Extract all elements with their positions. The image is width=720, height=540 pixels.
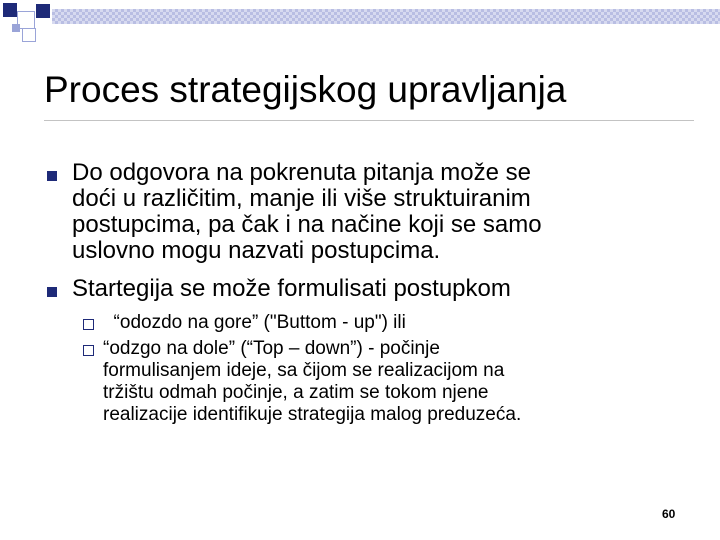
sub-bullet-line: “odzgo na dole” (“Top – down”) - počinje xyxy=(103,338,440,359)
slide-title: Proces strategijskog upravljanja xyxy=(44,69,567,110)
bullet-text-1 xyxy=(72,160,542,264)
filled-square-bullet-icon xyxy=(47,287,57,297)
bullet-line: Do odgovora na pokrenuta pitanja može se xyxy=(72,159,531,186)
bullet-text-2 xyxy=(72,276,511,302)
bullet-line: Startegija se može formulisati postupkom xyxy=(72,275,511,302)
decor-square-icon xyxy=(12,24,20,32)
page-number: 60 xyxy=(662,507,676,521)
bullet-line: uslovno mogu nazvati postupcima. xyxy=(72,237,441,264)
sub-bullet-line: “odozdo na gore” ("Buttom - up") ili xyxy=(103,312,406,333)
sub-bullet-text-2 xyxy=(103,338,521,426)
filled-square-bullet-icon xyxy=(47,171,57,181)
hollow-square-bullet-icon xyxy=(83,345,94,356)
sub-bullet-text-1 xyxy=(103,312,406,334)
sub-bullet-line: formulisanjem ideje, sa čijom se realizacijom na xyxy=(103,360,505,381)
bullet-line: doći u različitim, manje ili više struktuiranim xyxy=(72,185,531,212)
hollow-square-bullet-icon xyxy=(83,319,94,330)
decor-square-icon xyxy=(3,3,17,17)
decor-square-icon xyxy=(36,4,50,18)
header-pattern-band xyxy=(52,9,720,24)
sub-bullet-line: realizacije identifikuje strategija malog preduzeća. xyxy=(103,404,522,425)
sub-bullet-line: tržištu odmah počinje, a zatim se tokom njene xyxy=(103,382,489,403)
decor-square-icon xyxy=(22,28,36,42)
title-divider xyxy=(44,120,694,121)
bullet-line: postupcima, pa čak i na načine koji se samo xyxy=(72,211,542,238)
